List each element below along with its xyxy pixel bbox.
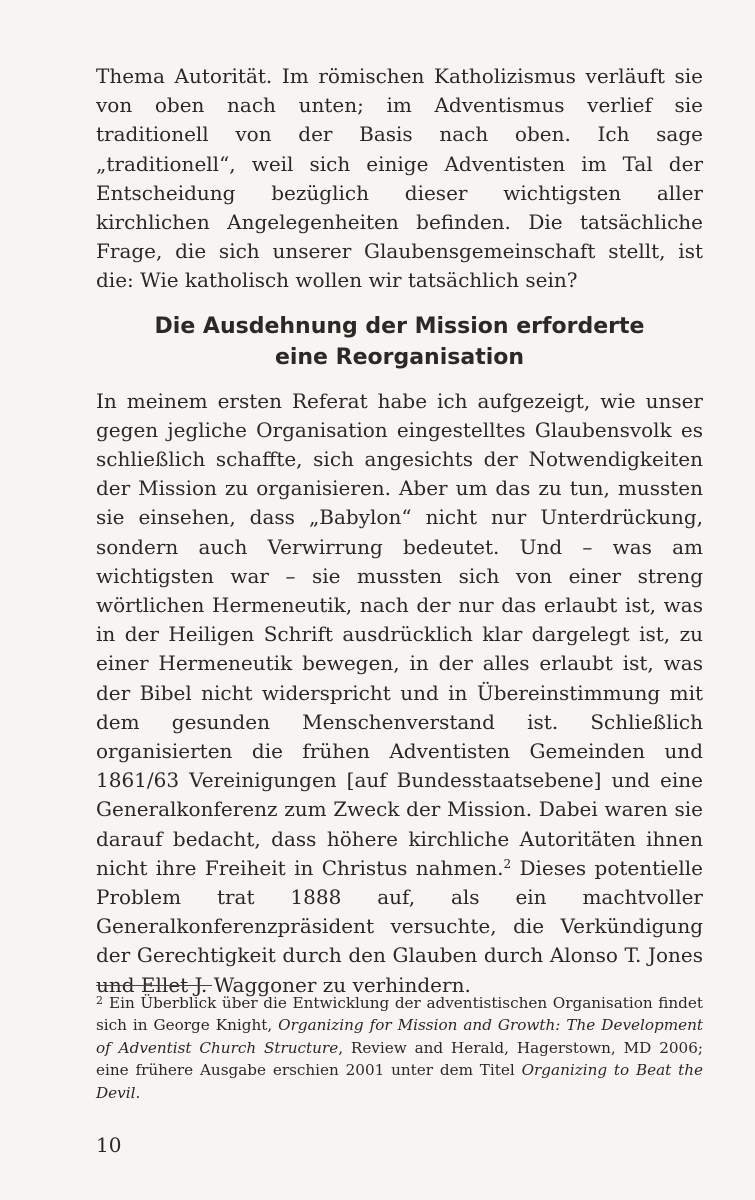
footnote	[96, 990, 703, 1104]
section-heading-line-1: Die Ausdehnung der Mission erforderte	[154, 313, 645, 339]
footnote-number: 2	[96, 994, 103, 1007]
page-body	[96, 62, 703, 1000]
footnote-text: Ein Überblick über die Entwicklung der adventistischen Organisation findet sich in George Knight,	[96, 994, 703, 1035]
footnote-book-title: Organizing to Beat the Devil	[96, 1061, 703, 1102]
footnote-text: .	[135, 1083, 141, 1102]
paragraph-text: In meinem ersten Referat habe ich aufgezeigt, wie unser gegen jegliche Organisation eingestelltes Glaubensvolk es schließlich schaffte, sich angesichts der Notwendigkeiten der Mission zu organisieren. Aber um das zu tun, mussten sie einsehen, dass „Babylon“ nicht nur Unterdrückung, sondern auch Verwirrung bedeutet. Und – was am wichtigsten war – sie mussten sich von einer streng wörtlichen Hermeneutik, nach der nur das erlaubt ist, was in der Heiligen Schrift ausdrücklich klar dargelegt ist, zu einer Hermeneutik bewegen, in der alles erlaubt ist, was der Bibel nicht widerspricht und in Übereinstimmung mit dem gesunden Menschenverstand ist. Schließlich organisierten die frühen Adventisten Gemeinden und 1861/63 Vereinigungen [auf Bundesstaatsebene] und eine Generalkonferenz zum Zweck der Mission. Dabei waren sie darauf bedacht, dass höhere kirchliche Autoritäten ihnen nicht ihre Freiheit in Christus nahmen.	[96, 388, 703, 880]
paragraph-text-continued: Dieses potentielle Problem trat 1888 auf, als ein machtvoller Generalkonferenzpräsident versuchte, die Verkündigung der Gerechtigkeit durch den Glauben durch Alonso T. Jones und Ellet J. Waggoner zu verhindern.	[96, 855, 704, 997]
footnote-book-title: Organizing for Mission and Growth: The Development of Adventist Church Structure	[96, 1016, 704, 1057]
footnote-text: , Review and Herald, Hagerstown, MD 2006; eine frühere Ausgabe erschien 2001 unter dem Titel	[96, 1038, 703, 1080]
footnote-divider	[96, 985, 212, 986]
body-paragraph	[96, 387, 703, 1000]
footnote-reference: 2	[503, 856, 512, 871]
section-heading	[96, 311, 703, 373]
page-number: 10	[96, 1133, 122, 1157]
body-paragraph: Thema Autorität. Im römischen Katholizismus verläuft sie von oben nach unten; im Adventismus verlief sie traditionell von der Basis nach oben. Ich sage „traditionell“, weil sich einige Adventisten im Tal der Entscheidung bezüglich dieser wichtigsten aller kirchlichen Angelegenheiten befinden. Die tatsächliche Frage, die sich unserer Glaubensgemeinschaft stellt, ist die: Wie katholisch wollen wir tatsächlich sein?	[96, 64, 703, 293]
section-heading-line-2: eine Reorganisation	[274, 344, 525, 370]
